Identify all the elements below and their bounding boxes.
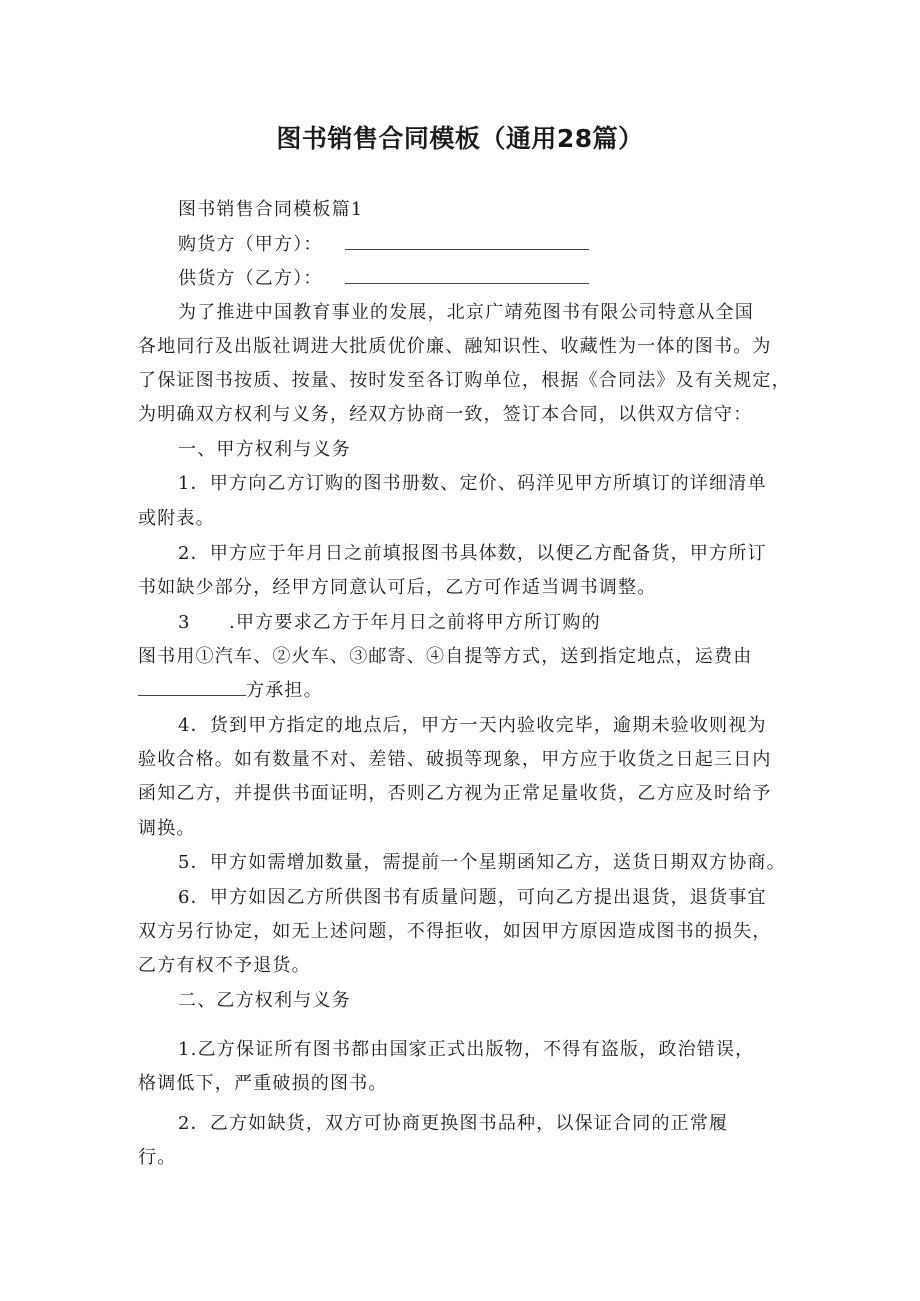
seller-blank [345, 269, 589, 284]
clause-line: 乙方有权不予退货。 [138, 955, 311, 976]
intro-line: 为了推进中国教育事业的发展，北京广靖苑图书有限公司特意从全国 [178, 302, 754, 323]
clause-line: 验收合格。如有数量不对、差错、破损等现象，甲方应于收货之日起三日内 [138, 749, 772, 770]
clause-line: 或附表。 [138, 508, 215, 529]
clause-line: 3 .甲方要求乙方于年月日之前将甲方所订购的 [178, 612, 601, 633]
buyer-line [178, 231, 589, 259]
clause-line: 4．货到甲方指定的地点后，甲方一天内验收完毕，逾期未验收则视为 [178, 715, 767, 736]
clause-line: 函知乙方，并提供书面证明，否则乙方视为正常足量收货，乙方应及时给予 [138, 783, 772, 804]
seller-line [178, 265, 589, 293]
clause-line: 5．甲方如需增加数量，需提前一个星期函知乙方，送货日期双方协商。 [178, 852, 786, 873]
buyer-blank [345, 235, 589, 250]
clause-line: 1.乙方保证所有图书都由国家正式出版物，不得有盗版，政治错误， [178, 1039, 755, 1060]
seller-label: 供货方（乙方）： [178, 268, 323, 289]
document-title: 图书销售合同模板（通用28篇） [276, 124, 644, 153]
intro-line: 为明确双方权利与义务，经双方协商一致，签订本合同，以供双方信守： [138, 404, 753, 425]
clause-line: 2．乙方如缺货，双方可协商更换图书品种，以保证合同的正常履 [178, 1113, 729, 1134]
part2-heading: 二、乙方权利与义务 [178, 990, 351, 1011]
clause-line: 1．甲方向乙方订购的图书册数、定价、码洋见甲方所填订的详细清单 [178, 473, 767, 494]
clause-line: 行。 [138, 1147, 177, 1168]
buyer-label: 购货方（甲方）： [178, 234, 323, 255]
carrier-blank [138, 681, 246, 696]
section-heading: 图书销售合同模板篇1 [178, 199, 364, 220]
clause-line [138, 677, 323, 705]
clause-line: 2．甲方应于年月日之前填报图书具体数，以便乙方配备货，甲方所订 [178, 543, 767, 564]
intro-line: 了保证图书按质、按量、按时发至各订购单位，根据《合同法》及有关规定， [138, 370, 791, 391]
clause-line: 调换。 [138, 818, 196, 839]
clause-line: 双方另行协定，如无上述问题，不得拒收，如因甲方原因造成图书的损失， [138, 921, 772, 942]
clause-line: 书如缺少部分，经甲方同意认可后，乙方可作适当调书调整。 [138, 577, 657, 598]
clause-line: 图书用①汽车、②火车、③邮寄、④自提等方式，送到指定地点，运费由 [138, 646, 753, 667]
intro-line: 各地同行及出版社调进大批质优价廉、融知识性、收藏性为一体的图书。为 [138, 336, 772, 357]
clause-line: 6．甲方如因乙方所供图书有质量问题，可向乙方提出退货，退货事宜 [178, 887, 767, 908]
clause-text: 方承担。 [246, 680, 323, 701]
part1-heading: 一、甲方权利与义务 [178, 439, 351, 460]
clause-line: 格调低下，严重破损的图书。 [138, 1073, 388, 1094]
